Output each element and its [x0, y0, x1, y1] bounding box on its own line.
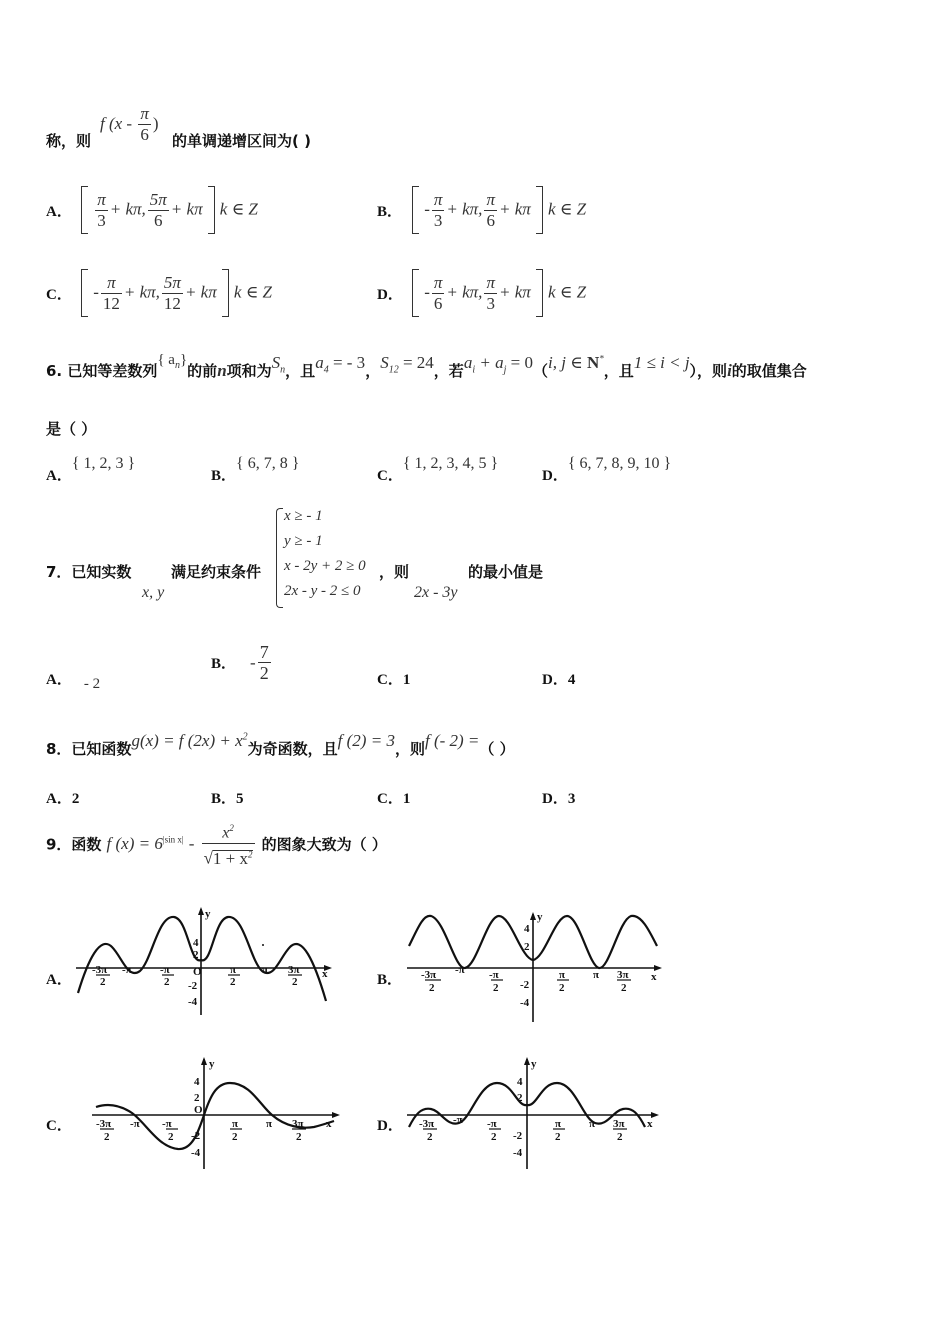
svg-text:π: π [559, 969, 566, 981]
svg-text:π: π [230, 964, 237, 976]
svg-text:2: 2 [296, 1131, 302, 1143]
svg-text:2: 2 [555, 1131, 561, 1143]
svg-text:3π: 3π [292, 1118, 304, 1130]
svg-text:2: 2 [621, 982, 627, 994]
graph-d [403, 1055, 668, 1173]
svg-text:2: 2 [168, 1131, 174, 1143]
svg-text:2: 2 [617, 1131, 623, 1143]
svg-text:-2: -2 [191, 1130, 201, 1142]
svg-text:2: 2 [194, 1092, 200, 1104]
svg-text:2: 2 [193, 949, 199, 961]
svg-text:-4: -4 [513, 1147, 523, 1159]
q5-option-d[interactable]: D． - $\frac{\pi}{6}$ + kπ, $\frac{\pi}{3}$ + kπ k ∈ Z [377, 269, 586, 317]
q7-option-a[interactable]: A． - 2 [46, 672, 101, 692]
q7-option-c[interactable]: C．1 [377, 672, 411, 688]
q5-option-b[interactable]: B． - $\frac{\pi}{3}$ + kπ, $\frac{\pi}{6}$ + kπ k ∈ Z [377, 186, 586, 234]
q7-constraint-3: x - 2y + 2 ≥ 0 [284, 558, 366, 574]
svg-text:-3π: -3π [419, 1118, 435, 1130]
svg-text:O: O [193, 966, 202, 978]
q9-option-a[interactable]: A． [46, 972, 72, 988]
svg-text:y: y [531, 1058, 537, 1070]
q5-option-c[interactable]: C． - $\frac{\pi}{12}$ + kπ, $\frac{5\pi}{12}$ + kπ k ∈ Z [46, 269, 272, 317]
graph-a [70, 905, 335, 1020]
svg-text:-π: -π [487, 1118, 497, 1130]
svg-text:4: 4 [194, 1076, 200, 1088]
svg-text:-π: -π [453, 1114, 463, 1126]
svg-text:y: y [537, 911, 543, 923]
svg-text:4: 4 [193, 937, 199, 949]
svg-text:π: π [555, 1118, 562, 1130]
svg-text:y: y [209, 1058, 215, 1070]
svg-text:2: 2 [559, 982, 565, 994]
svg-text:x: x [651, 971, 657, 983]
svg-text:-π: -π [455, 964, 465, 976]
svg-text:-π: -π [122, 964, 132, 976]
svg-text:2: 2 [164, 976, 170, 988]
svg-text:2: 2 [232, 1131, 238, 1143]
q7-variables: x, y [142, 584, 165, 601]
q6-option-c[interactable]: C．{ 1, 2, 3, 4, 5 } [377, 455, 499, 484]
svg-text:-4: -4 [191, 1147, 201, 1159]
q9-stem: 9．函数 f $(x) = 6^{|sin x|}$ - $\frac{x^2}{√1 + x^2}$ 的图象大致为（ ） [46, 818, 387, 870]
svg-text:3π: 3π [617, 969, 629, 981]
svg-text:2: 2 [491, 1131, 497, 1143]
q5-option-a[interactable]: A． $\frac{\pi}{3}$ + kπ, $\frac{5\pi}{6}$ + kπ k ∈ Z [46, 186, 258, 234]
svg-text:-4: -4 [188, 996, 198, 1008]
svg-text:π: π [593, 969, 600, 981]
q8-option-d[interactable]: D．3 [542, 791, 576, 807]
svg-text:-2: -2 [520, 979, 530, 991]
q5-tail-prefix: 称，则 [46, 132, 92, 150]
svg-text:-π: -π [130, 1118, 140, 1130]
svg-text:3π: 3π [613, 1118, 625, 1130]
svg-text:y: y [205, 908, 211, 920]
svg-text:2: 2 [427, 1131, 433, 1143]
svg-text:-4: -4 [520, 997, 530, 1009]
q6-stem-line2: 是（ ） [46, 420, 97, 438]
q7-constraint-2: y ≥ - 1 [284, 533, 323, 549]
q7-brace [276, 508, 283, 608]
svg-text:2: 2 [429, 982, 435, 994]
svg-text:-π: -π [160, 964, 170, 976]
q6-option-d[interactable]: D．{ 6, 7, 8, 9, 10 } [542, 455, 672, 484]
q7-then: ，则 [379, 563, 410, 581]
svg-text:π: π [232, 1118, 239, 1130]
q9-option-c[interactable]: C． [46, 1118, 72, 1134]
graph-b [403, 910, 668, 1025]
svg-text:2: 2 [100, 976, 106, 988]
svg-text:-3π: -3π [92, 964, 108, 976]
q8-option-b[interactable]: B．5 [211, 791, 244, 807]
svg-text:x: x [326, 1118, 332, 1130]
q7-constraint-4: 2x - y - 2 ≤ 0 [284, 583, 361, 599]
graph-c [88, 1055, 348, 1173]
svg-text:4: 4 [524, 923, 530, 935]
svg-text:-π: -π [162, 1118, 172, 1130]
q7-constraint-1: x ≥ - 1 [284, 508, 323, 524]
q7-objective: 2x - 3y [414, 584, 458, 601]
svg-text:π: π [266, 1118, 273, 1130]
svg-text:-3π: -3π [421, 969, 437, 981]
svg-text:-π: -π [489, 969, 499, 981]
q7-stem-start: 7．已知实数 [46, 563, 132, 581]
svg-text:4: 4 [517, 1076, 523, 1088]
q5-tail-suffix: 的单调递增区间为( ) [172, 132, 311, 150]
svg-text:-2: -2 [513, 1130, 523, 1142]
q8-option-a[interactable]: A．2 [46, 791, 80, 807]
q6-option-a[interactable]: A．{ 1, 2, 3 } [46, 455, 136, 484]
q7-option-b[interactable]: B． - $\frac{7}{2}$ [211, 642, 269, 683]
svg-text:-3π: -3π [96, 1118, 112, 1130]
svg-text:x: x [647, 1118, 653, 1130]
svg-text:π: π [262, 964, 269, 976]
svg-text:2: 2 [493, 982, 499, 994]
q5-shift-function: f (x - $\frac{\pi}{6}$ ) [100, 104, 159, 144]
q8-option-c[interactable]: C．1 [377, 791, 411, 807]
q8-stem: 8．已知函数g(x) = f $(2x) + x^2$为奇函数，且f (2) = 3，则f (- 2) =（ ） [46, 731, 515, 758]
svg-text:2: 2 [104, 1131, 110, 1143]
svg-text:2: 2 [517, 1092, 523, 1104]
q7-stem-mid: 满足约束条件 [171, 563, 262, 581]
svg-text:π: π [589, 1118, 596, 1130]
svg-text:-2: -2 [188, 980, 198, 992]
svg-text:2: 2 [230, 976, 236, 988]
q6-stem: 6. 已知等差数列{ $a_n$}的前n项和为$S_n$，且$a_4$ = - 3，$S_{12} = 24$，若$a_i + a_j = 0(i$, j ∈ N*，且1 ≤ i < j），则i的取值集合 [46, 352, 807, 380]
svg-text:2: 2 [524, 941, 530, 953]
q7-option-d[interactable]: D．4 [542, 672, 576, 688]
svg-text:2: 2 [292, 976, 298, 988]
q9-option-b[interactable]: B． [377, 972, 403, 988]
svg-text:x: x [322, 968, 328, 980]
q7-stem-end: 的最小值是 [468, 563, 544, 581]
svg-text:O: O [194, 1104, 203, 1116]
q9-option-d[interactable]: D． [377, 1118, 403, 1134]
q6-option-b[interactable]: B．{ 6, 7, 8 } [211, 455, 300, 484]
svg-text:3π: 3π [288, 964, 300, 976]
